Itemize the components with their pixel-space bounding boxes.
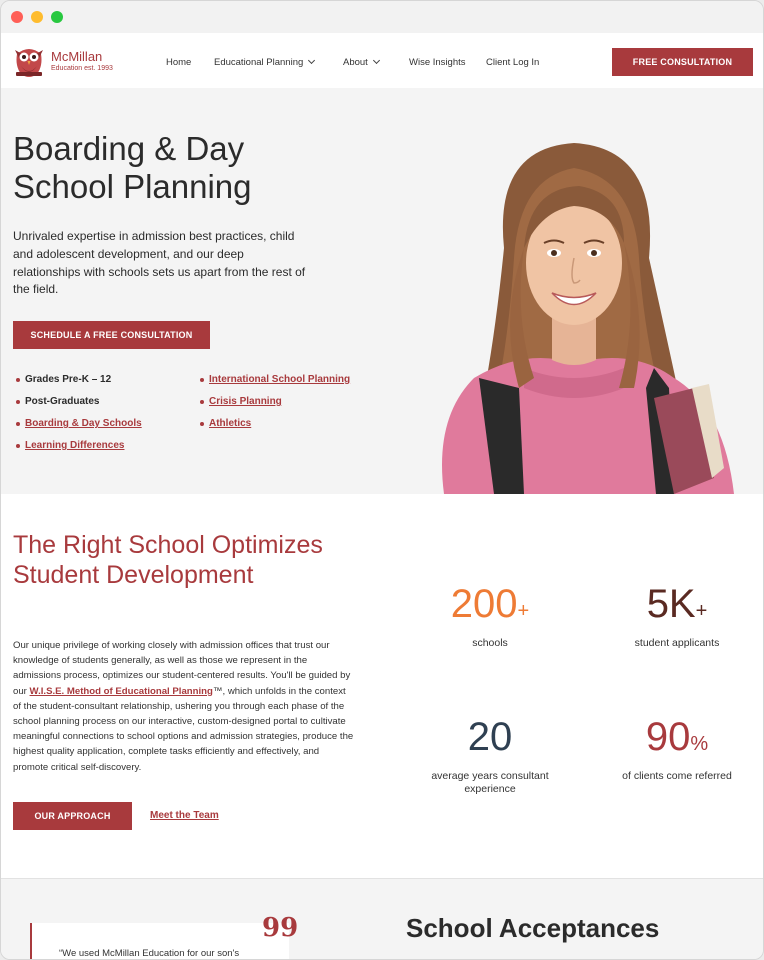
stat-number: 20 — [467, 715, 513, 759]
service-item-grades: Grades Pre-K – 12 — [13, 374, 142, 396]
window-maximize-button[interactable] — [51, 11, 63, 23]
service-link-international[interactable]: International School Planning — [197, 374, 350, 396]
stat-value — [607, 582, 747, 633]
stat-label: schools — [472, 637, 508, 649]
stat-number: 90 — [645, 715, 691, 759]
free-consultation-button[interactable]: FREE CONSULTATION — [612, 48, 753, 76]
development-title: The Right School Optimizes Student Development — [13, 531, 323, 589]
nav-educational-planning-link[interactable] — [214, 57, 314, 68]
stat-number: 5K — [646, 582, 696, 626]
development-text-end: ™, which unfolds in the context of the student-consultant relationship, ushering you through each phase of the school planning process on our interactive, custom-designed portal to cultivate meaningful connections to school options and admission strategies, produce the highest quality application, complete tasks efficiently and effectively, and promote critical self-discovery. — [13, 685, 354, 773]
schedule-consultation-button[interactable]: SCHEDULE A FREE CONSULTATION — [13, 321, 210, 349]
service-link-learning-differences[interactable]: Learning Differences — [13, 440, 142, 462]
development-section — [1, 494, 764, 878]
service-list-left — [13, 374, 142, 462]
nav-client-login-link[interactable]: Client Log In — [486, 57, 540, 68]
testimonial-quote: “We used McMillan Education for our son's — [59, 948, 240, 959]
stat-suffix: + — [517, 600, 530, 622]
school-acceptances-title: School Acceptances — [406, 913, 660, 943]
stat-suffix: % — [690, 733, 709, 755]
service-list-right — [197, 374, 350, 440]
stat-schools — [420, 582, 560, 650]
service-item-post-graduates: Post-Graduates — [13, 396, 142, 418]
chevron-down-icon — [308, 57, 315, 64]
hero-section — [1, 88, 764, 494]
chevron-down-icon — [373, 57, 380, 64]
site-header — [1, 33, 764, 88]
testimonial-card — [30, 923, 289, 960]
stat-label: of clients come referred — [622, 770, 732, 782]
our-approach-button[interactable]: OUR APPROACH — [13, 802, 132, 830]
stat-clients-referred — [602, 715, 752, 783]
stat-label: average years consultant experience — [431, 770, 549, 795]
stat-suffix: + — [695, 600, 708, 622]
stat-value — [602, 715, 752, 766]
stat-value — [420, 715, 560, 766]
window-titlebar — [1, 1, 763, 33]
brand-logo[interactable] — [13, 42, 113, 80]
development-text-start: Our unique privilege of working closely with admission offices that trust our knowledge of students generally, as well as those we represent in the admissions process, optimizes our student-centered results. You'll be guided by our — [13, 640, 351, 697]
hero-title: Boarding & Day School Planning — [13, 130, 252, 205]
nav-about-label: About — [343, 57, 368, 68]
meet-the-team-link[interactable]: Meet the Team — [150, 810, 219, 821]
nav-educational-planning-label: Educational Planning — [214, 57, 304, 68]
stat-student-applicants — [607, 582, 747, 650]
development-description — [13, 638, 355, 775]
service-link-athletics[interactable]: Athletics — [197, 418, 350, 440]
stat-number: 200 — [450, 582, 518, 626]
wise-method-link[interactable]: W.I.S.E. Method of Educational Planning — [29, 685, 213, 697]
owl-logo-icon — [13, 42, 45, 80]
hero-description: Unrivaled expertise in admission best practices, child and adolescent development, and our deep relationships with schools sets us apart from the rest of the field. — [13, 229, 306, 297]
brand-tagline: Education est. 1993 — [51, 65, 113, 72]
quote-icon: 99 — [262, 913, 299, 943]
nav-home-link[interactable]: Home — [166, 57, 192, 68]
service-link-crisis-planning[interactable]: Crisis Planning — [197, 396, 350, 418]
nav-wise-insights-link[interactable]: Wise Insights — [409, 57, 466, 68]
student-photo — [424, 88, 764, 494]
brand-name: McMillan — [51, 49, 103, 64]
stat-consultant-experience — [420, 715, 560, 796]
window-close-button[interactable] — [11, 11, 23, 23]
window-minimize-button[interactable] — [31, 11, 43, 23]
nav-about-link[interactable] — [343, 57, 379, 68]
stat-label: student applicants — [634, 637, 720, 649]
acceptances-section — [1, 879, 764, 960]
stat-value — [420, 582, 560, 633]
service-link-boarding-day[interactable]: Boarding & Day Schools — [13, 418, 142, 440]
